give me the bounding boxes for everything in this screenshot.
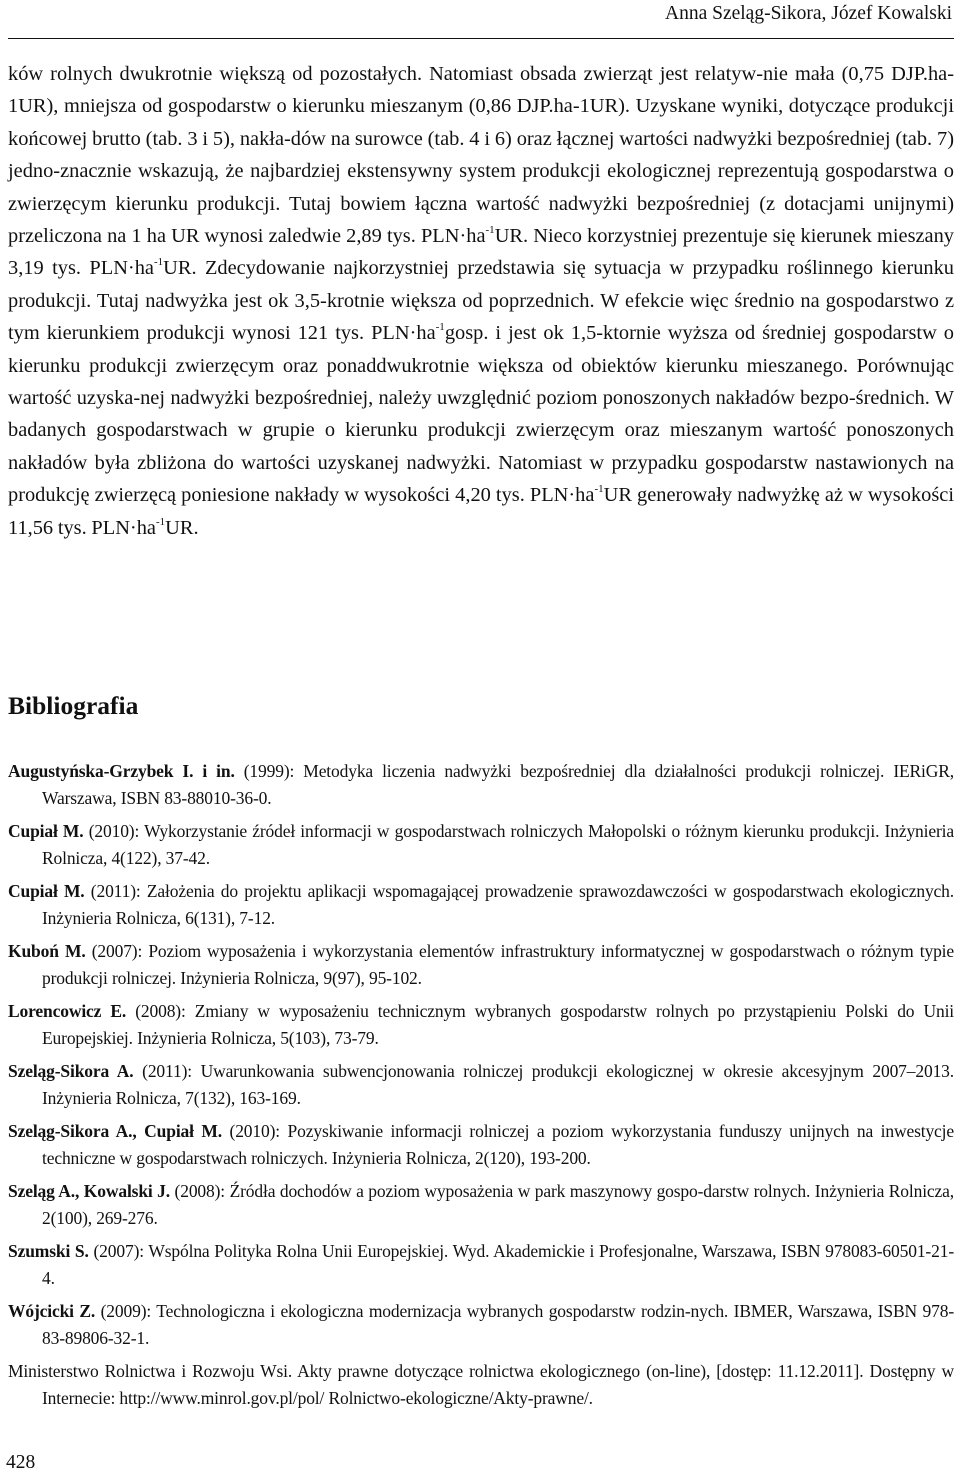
entry-text: (2011): Uwarunkowania subwencjonowania rolniczej produkcji ekologicznej w okresie akcesyjnym 2007–2013. Inżynieria Rolnicza, 7(132), 163-169. bbox=[42, 1061, 954, 1108]
entry-text: (2007): Poziom wyposażenia i wykorzystania elementów infrastruktury informatycznej w gospodarstwach o różnym typie produkcji rolniczej. Inżynieria Rolnicza, 9(97), 95-102. bbox=[42, 941, 954, 988]
bibliography-entry bbox=[8, 1238, 954, 1292]
entry-text: Ministerstwo Rolnictwa i Rozwoju Wsi. Akty prawne dotyczące rolnictwa ekologicznego (on-line), [dostęp: 11.12.2011]. Dostępny w Internecie: http://www.minrol.gov.pl/pol/ Rolnictwo-ekologiczne/Akty-prawne/. bbox=[8, 1361, 954, 1408]
bibliography-entry bbox=[8, 878, 954, 932]
entry-authors: Wójcicki Z. bbox=[8, 1301, 96, 1321]
body-text bbox=[8, 58, 954, 544]
bibliography-entry bbox=[8, 938, 954, 992]
body-text-segment: UR. Nieco korzystniej prezentuje się kierunek mieszany 3,19 tys. PLN·ha bbox=[8, 225, 954, 280]
entry-text: (2008): Źródła dochodów a poziom wyposażenia w park maszynowy gospo-darstw rolnych. Inżynieria Rolnicza, 2(100), 269-276. bbox=[42, 1181, 954, 1228]
bibliography-entry bbox=[8, 1298, 954, 1352]
bibliography-entry bbox=[8, 758, 954, 812]
bibliography-list bbox=[8, 758, 954, 1418]
entry-text: (2009): Technologiczna i ekologiczna modernizacja wybranych gospodarstw rodzin-nych. IBMER, Warszawa, ISBN 978-83-89806-32-1. bbox=[42, 1301, 954, 1348]
bibliography-entry bbox=[8, 818, 954, 872]
running-header: Anna Szeląg-Sikora, Józef Kowalski bbox=[664, 3, 952, 24]
superscript: -1 bbox=[594, 483, 604, 496]
body-text-segment: ków rolnych dwukrotnie większą od pozostałych. Natomiast obsada zwierząt jest relatyw-nie mała (0,75 DJP.ha-1UR), mniejsza od gospodarstw o kierunku mieszanym (0,86 DJP.ha-1UR). Uzyskane wyniki, dotyczące produkcji końcowej brutto (tab. 3 i 5), nakła-dów na surowce (tab. 4 i 6) oraz łącznej wartości nadwyżki bezpośredniej (tab. 7) jedno-znacznie wskazują, że najbardziej ekstensywny system produkcji ekologicznej reprezentują gospodarstwa o zwierzęcym kierunku produkcji. Tutaj bowiem łączna wartość nadwyżki bezpośredniej (z dotacjami unijnymi) przeliczona na 1 ha UR wynosi zaledwie 2,89 tys. PLN·ha bbox=[8, 63, 954, 248]
entry-text: (2011): Założenia do projektu aplikacji wspomagającej prowadzenie sprawozdawczości w gospodarstwach ekologicznych. Inżynieria Rolnicza, 6(131), 7-12. bbox=[42, 881, 954, 928]
superscript: -1 bbox=[435, 321, 445, 334]
entry-authors: Kuboń M. bbox=[8, 941, 86, 961]
bibliography-entry bbox=[8, 1178, 954, 1232]
entry-authors: Lorencowicz E. bbox=[8, 1001, 127, 1021]
body-text-segment: gosp. i jest ok 1,5-ktornie wyższa od średniej gospodarstw o kierunku produkcji zwierzęcym oraz ponaddwukrotnie większa od obiektów kierunku mieszanego. Porównując wartość uzyska-nej nadwyżki bezpośredniej, należy uwzględnić poziom ponoszonych nakładów bezpo-średnich. W badanych gospodarstwach w grupie o kierunku produkcji zwierzęcym oraz mieszanym wartość ponoszonych nakładów była zbliżona do wartości uzyskanej nadwyżki. Natomiast w przypadku gospodarstw nastawionych na produkcję zwierzęcą poniesione nakłady w wysokości 4,20 tys. PLN·ha bbox=[8, 322, 954, 507]
entry-authors: Szeląg A., Kowalski J. bbox=[8, 1181, 170, 1201]
superscript: -1 bbox=[485, 224, 495, 237]
entry-authors: Szeląg-Sikora A. bbox=[8, 1061, 134, 1081]
entry-authors: Cupiał M. bbox=[8, 881, 85, 901]
body-text-segment: UR. bbox=[165, 516, 199, 539]
entry-text: (2008): Zmiany w wyposażeniu technicznym wybranych gospodarstw rolnych po przystąpieniu Polski do Unii Europejskiej. Inżynieria Rolnicza, 5(103), 73-79. bbox=[42, 1001, 955, 1048]
entry-text: (1999): Metodyka liczenia nadwyżki bezpośredniej dla działalności produkcji rolniczej. IERiGR, Warszawa, ISBN 83-88010-36-0. bbox=[42, 761, 955, 808]
superscript: -1 bbox=[153, 256, 164, 269]
bibliography-entry bbox=[8, 998, 954, 1052]
body-paragraph bbox=[8, 58, 954, 544]
superscript: -1 bbox=[155, 515, 166, 528]
section-heading: Bibliografia bbox=[8, 691, 139, 720]
entry-text: (2007): Wspólna Polityka Rolna Unii Europejskiej. Wyd. Akademickie i Profesjonalne, Warszawa, ISBN 978083-60501-21-4. bbox=[42, 1241, 954, 1288]
body-text-segment: UR. Zdecydowanie najkorzystniej przedstawia się sytuacja w przypadku roślinnego kierunku produkcji. Tutaj nadwyżka jest ok 3,5-krotnie większa od poprzednich. W efekcie więc średnio na gospodarstwo z tym kierunkiem produkcji wynosi 121 tys. PLN·ha bbox=[8, 257, 954, 345]
header-rule bbox=[8, 38, 954, 39]
entry-text: (2010): Wykorzystanie źródeł informacji w gospodarstwach rolniczych Małopolski o różnym kierunku produkcji. Inżynieria Rolnicza, 4(122), 37-42. bbox=[42, 821, 954, 868]
bibliography-entry bbox=[8, 1118, 954, 1172]
entry-authors: Szumski S. bbox=[8, 1241, 89, 1261]
entry-authors: Cupiał M. bbox=[8, 821, 84, 841]
page-number: 428 bbox=[6, 1452, 36, 1473]
bibliography-entry bbox=[8, 1058, 954, 1112]
bibliography-entry bbox=[8, 1358, 954, 1412]
body-text-segment: UR generowały nadwyżkę aż w wysokości 11,56 tys. PLN·ha bbox=[8, 484, 954, 539]
entry-authors: Szeląg-Sikora A., Cupiał M. bbox=[8, 1121, 222, 1141]
entry-authors: Augustyńska-Grzybek I. i in. bbox=[8, 761, 235, 781]
entry-text: (2010): Pozyskiwanie informacji rolniczej a poziom wykorzystania funduszy unijnych na inwestycje techniczne w gospodarstwach rolniczych. Inżynieria Rolnicza, 2(120), 193-200. bbox=[42, 1121, 954, 1168]
